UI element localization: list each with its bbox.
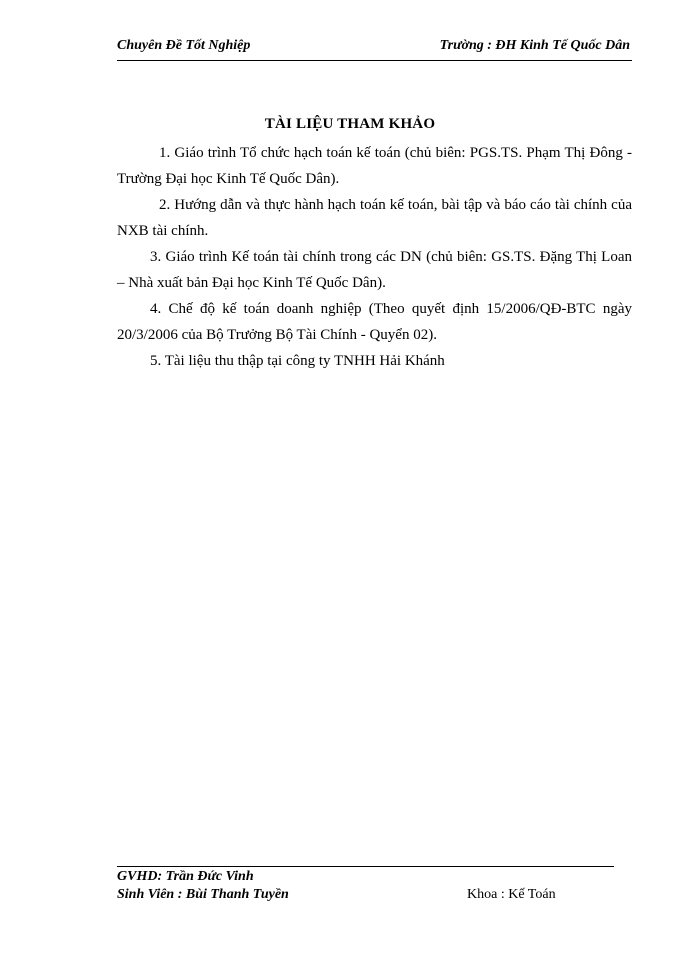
header-document-type: Chuyên Đề Tốt Nghiệp (117, 38, 251, 53)
reference-item-4: 4. Chế độ kế toán doanh nghiệp (Theo quyết định 15/2006/QĐ-BTC ngày 20/3/2006 của Bộ Trưởng Bộ Tài Chính - Quyển 02). (117, 301, 632, 343)
footer-student: Sinh Viên : Bùi Thanh Tuyền (117, 887, 289, 902)
footer-supervisor: GVHD: Trần Đức Vinh (117, 869, 254, 884)
reference-item-5: 5. Tài liệu thu thập tại công ty TNHH Hải Khánh (150, 353, 445, 369)
page-header (117, 38, 632, 61)
header-university: Trường : ĐH Kinh Tế Quốc Dân (439, 38, 630, 53)
reference-list (117, 140, 632, 374)
reference-item-1: 1. Giáo trình Tổ chức hạch toán kế toán (chủ biên: PGS.TS. Phạm Thị Đông - Trường Đại học Kinh Tế Quốc Dân). (117, 145, 632, 187)
reference-item-3: 3. Giáo trình Kế toán tài chính trong các DN (chủ biên: GS.TS. Đặng Thị Loan – Nhà xuất bản Đại học Kinh Tế Quốc Dân). (117, 249, 632, 291)
page-footer (117, 866, 614, 902)
reference-item-2: 2. Hướng dẫn và thực hành hạch toán kế toán, bài tập và báo cáo tài chính của NXB tài chính. (117, 197, 632, 239)
footer-department: Khoa : Kế Toán (467, 887, 556, 902)
page-title: TÀI LIỆU THAM KHẢO (264, 116, 436, 132)
